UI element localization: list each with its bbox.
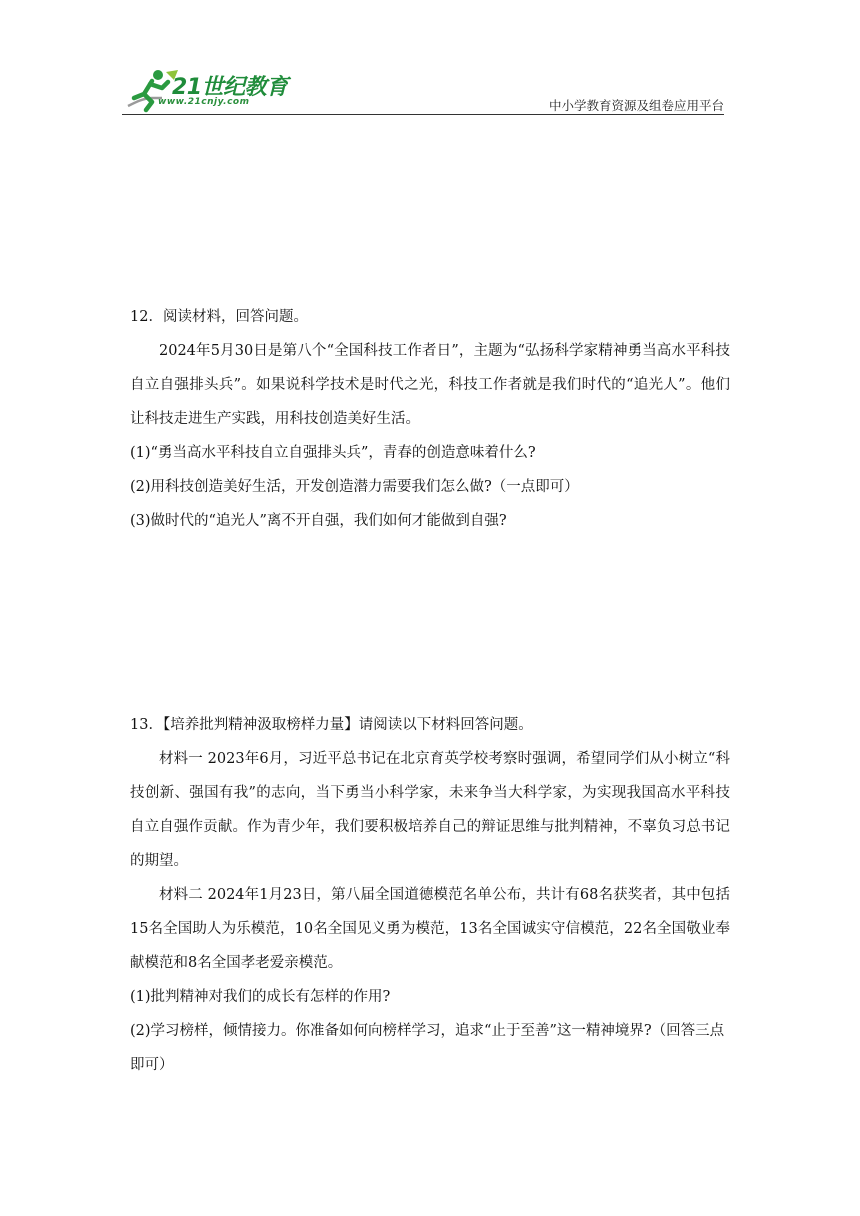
question-13-sub2: (2)学习榜样，倾情接力。你准备如何向榜样学习，追求“止于至善”这一精神境界?（回答三点即可） xyxy=(130,1023,725,1073)
question-13-material-1: 材料一 2023年6月，习近平总书记在北京育英学校考察时强调，希望同学们从小树立“科技创新、强国有我”的志向，当下勇当小科学家，未来争当大科学家，为实现我国高水平科技自立自强作贡献。作为青少年，我们要积极培养自己的辩证思维与批判精神，不辜负习总书记的期望。 xyxy=(130,751,730,869)
logo-text: 21世纪教育 xyxy=(172,75,288,100)
question-13-material-2: 材料二 2024年1月23日，第八届全国道德模范名单公布，共计有68名获奖者，其中包括15名全国助人为乐模范，10名全国见义勇为模范，13名全国诚实守信模范，22名全国敬业奉献模范和8名全国孝老爱亲模范。 xyxy=(130,887,730,971)
page-header xyxy=(122,62,724,114)
question-12-material: 2024年5月30日是第八个“全国科技工作者日”，主题为“弘扬科学家精神勇当高水平科技自立自强排头兵”。如果说科学技术是时代之光，科技工作者就是我们时代的“追光人”。他们让科技走进生产实践，用科技创造美好生活。 xyxy=(130,343,730,427)
header-tagline: 中小学教育资源及组卷应用平台 xyxy=(548,98,724,113)
question-12-sub3: (3)做时代的“追光人”离不开自强，我们如何才能做到自强? xyxy=(130,513,507,529)
question-13-title: 13．【培养批判精神汲取榜样力量】请阅读以下材料回答问题。 xyxy=(130,717,533,733)
question-12-sub2: (2)用科技创造美好生活，开发创造潜力需要我们怎么做?（一点即可） xyxy=(130,479,579,495)
header-divider xyxy=(122,114,724,115)
answer-space xyxy=(130,538,730,708)
question-12-sub1: (1)“勇当高水平科技自立自强排头兵”，青春的创造意味着什么? xyxy=(130,445,536,461)
logo-url: www.21cnjy.com xyxy=(158,97,250,107)
document-body xyxy=(130,300,730,1082)
question-13-sub1: (1)批判精神对我们的成长有怎样的作用? xyxy=(130,989,391,1005)
site-logo xyxy=(122,68,292,114)
question-12-title: 12．阅读材料，回答问题。 xyxy=(130,309,308,325)
